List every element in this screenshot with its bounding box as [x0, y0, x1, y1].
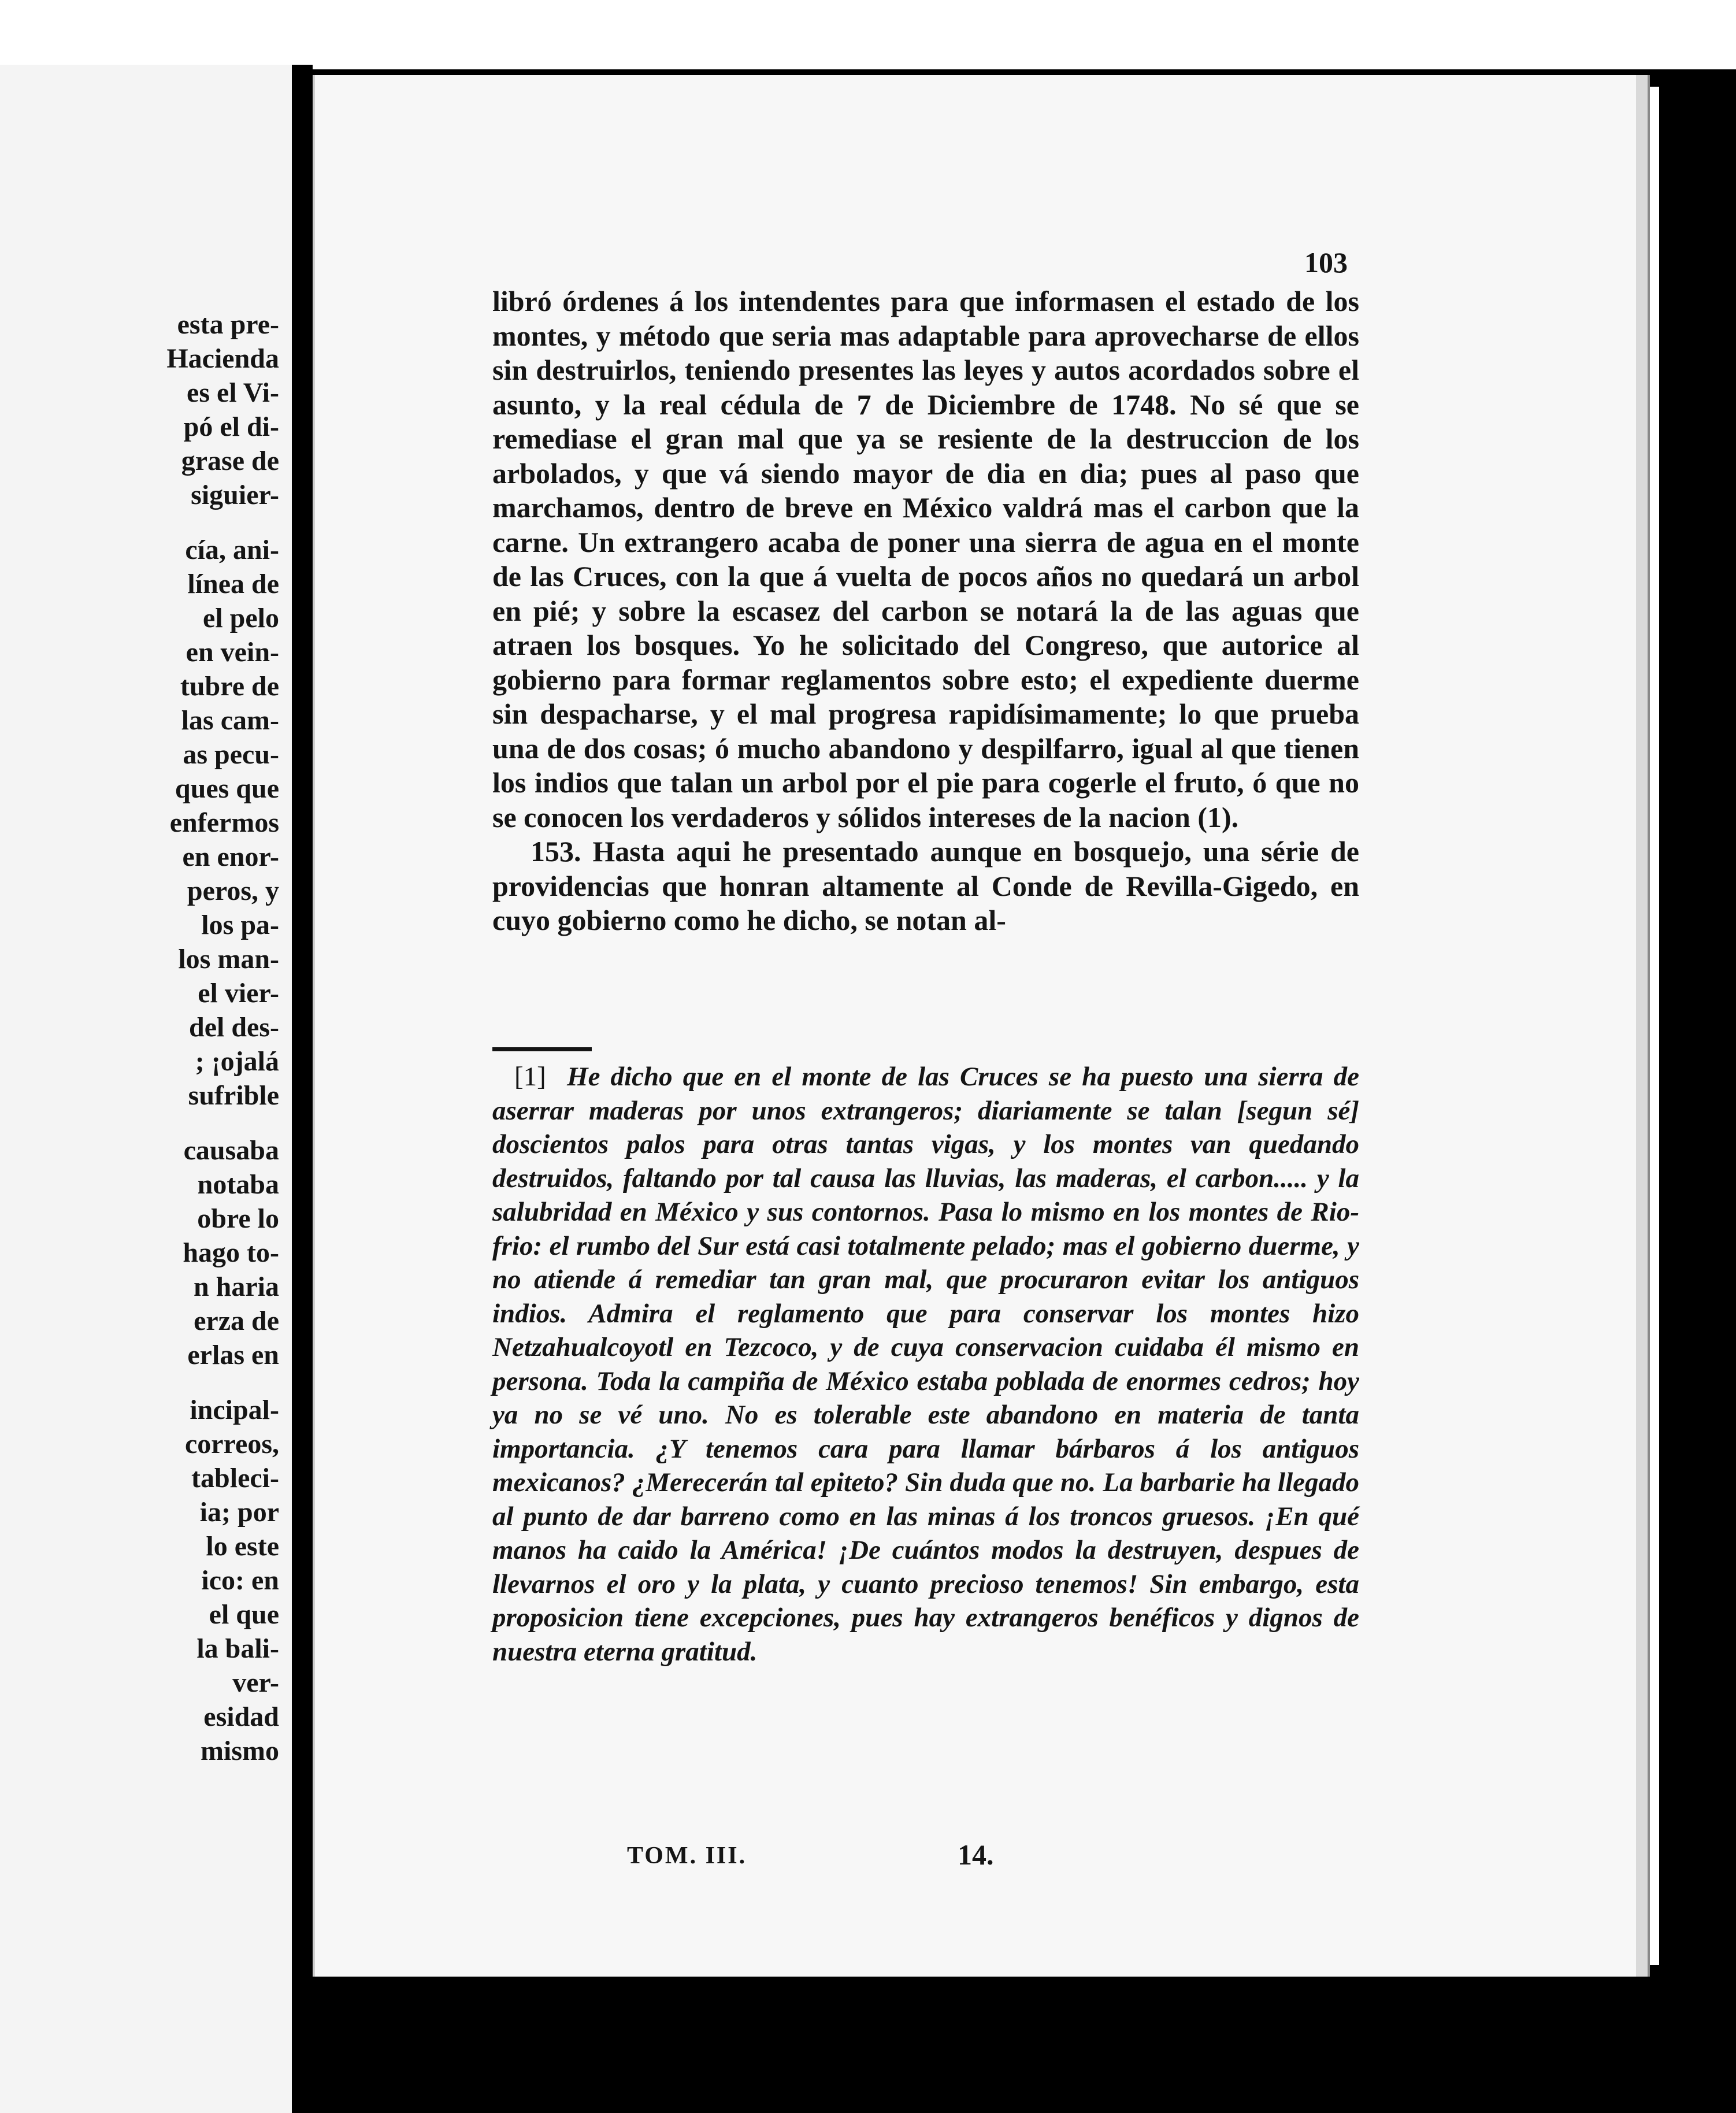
text-line: grase de	[181, 446, 279, 476]
footnote-text: He dicho que en el monte de las Cruces se ha puesto una sierra de aserrar maderas por unos extrangeros; diariamente se talan [segun sé] doscientos palos para otras tantas vigas, y los montes van quedando destruidos, faltando por tal causa las lluvias, las maderas, el carbon..... y la salubridad en México y sus contornos. Pasa lo mismo en los montes de Rio-frio: el rumbo del Sur está casi totalmente pelado; mas el gobierno duerme, y no atiende á remediar tan gran mal, que procuraron evitar los antiguos indios. Admira el reglamento que para conservar los montes hizo Netzahualcoyotl en Tezcoco, y de cuya conservacion cuidaba él mismo en persona. Toda la campiña de México estaba poblada de enormes cedros; hoy ya no se vé uno. No es tolerable este abandono en materia de tanta importancia. ¿Y tenemos cara para llamar bárbaros á los antiguos mexicanos? ¿Merecerán tal epiteto? Sin duda que no. La barbarie ha llegado al punto de dar barreno como en las minas á los troncos gruesos. ¡En qué manos ha caido la América! ¡De cuántos modos la destruyen, despues de llevarnos el oro y la plata, y cuanto precioso tenemos! Sin embargo, esta proposicion tiene excepciones, pues hay extrangeros benéficos y dignos de nuestra eterna gratitud.	[492, 1062, 1359, 1667]
text-line: lo este	[206, 1531, 279, 1562]
text-line: enfermos	[169, 807, 279, 838]
text-line: ; ¡ojalá	[195, 1046, 279, 1077]
text-line: el vier-	[198, 978, 279, 1009]
line-gap	[166, 1372, 279, 1393]
text-line: el pelo	[203, 603, 279, 633]
body-text	[492, 284, 1359, 938]
text-line: ques que	[175, 773, 279, 804]
text-line: tubre de	[180, 671, 279, 702]
page-gutter	[292, 65, 313, 2113]
text-line: hago to-	[183, 1237, 279, 1268]
text-line: mismo	[201, 1736, 279, 1766]
scan-top-margin	[0, 0, 1736, 69]
text-line: los man-	[178, 944, 279, 974]
text-line: pó el di-	[183, 412, 279, 442]
text-line: los pa-	[201, 910, 279, 940]
text-line: ico: en	[201, 1565, 279, 1596]
text-line: causaba	[183, 1135, 279, 1166]
line-gap	[166, 1113, 279, 1133]
text-line: obre lo	[197, 1203, 279, 1234]
text-line: esidad	[203, 1701, 279, 1732]
previous-page-text	[166, 307, 279, 1768]
text-line: las cam-	[181, 705, 279, 736]
text-line: correos,	[184, 1429, 279, 1459]
text-line: incipal-	[190, 1395, 279, 1425]
text-line: notaba	[197, 1169, 279, 1200]
text-line: sufrible	[188, 1080, 279, 1111]
page-number: 103	[1304, 246, 1348, 279]
text-line: erlas en	[187, 1340, 279, 1370]
text-line: en enor-	[182, 842, 279, 872]
previous-page-fragment	[0, 65, 292, 2113]
text-line: del des-	[189, 1012, 279, 1043]
footnote	[492, 1060, 1359, 1669]
text-line: cía, ani-	[185, 535, 279, 565]
text-line: Hacienda	[166, 343, 279, 374]
line-gap	[166, 512, 279, 533]
sheet-number: 14.	[958, 1838, 994, 1871]
text-line: línea de	[187, 569, 279, 599]
text-line: en vein-	[186, 637, 279, 668]
book-page	[313, 75, 1638, 1977]
text-line: esta pre-	[177, 309, 279, 340]
page-edge	[1636, 75, 1650, 1977]
paragraph: libró órdenes á los intendentes para que informasen el estado de los montes, y método que seria mas adaptable para aprovecharse de ellos sin destruirlos, teniendo presentes las leyes y autos acordados sobre el asunto, y la real cédula de 7 de Diciembre de 1748. No sé que se remediase el gran mal que ya se resiente de la destruccion de los arbolados, y que vá siendo mayor de dia en dia; pues al paso que marchamos, dentro de breve en México valdrá mas el carbon que la carne. Un extrangero acaba de poner una sierra de agua en el monte de las Cruces, con la que á vuelta de pocos años no quedará un arbol en pié; y sobre la escasez del carbon se notará la de las aguas que atraen los bosques. Yo he solicitado del Congreso, que autorice al gobierno para formar reglamentos sobre esto; el expediente duerme sin despacharse, y el mal progresa rapidísimamente; lo que prueba una de dos cosas; ó mucho abandono y despilfarro, igual al que tienen los indios que talan un arbol por el pie para cogerle el fruto, ó que no se conocen los verdaderos y sólidos intereses de la nacion (1).	[492, 285, 1359, 833]
footnote-divider	[492, 1047, 592, 1051]
volume-signature: TOM. III.	[627, 1843, 747, 1869]
text-line: peros, y	[187, 876, 279, 906]
text-line: es el Vi-	[187, 377, 279, 408]
paragraph: 153. Hasta aqui he presentado aunque en bosquejo, una série de providencias que honran altamente al Conde de Revilla-Gigedo, en cuyo gobierno como he dicho, se notan al-	[492, 835, 1359, 936]
text-line: el que	[209, 1599, 279, 1630]
text-line: siguier-	[191, 480, 279, 510]
text-line: ia; por	[199, 1497, 279, 1528]
text-line: la bali-	[196, 1633, 279, 1664]
text-line: erza de	[194, 1306, 279, 1336]
text-line: as pecu-	[183, 739, 279, 770]
text-line: ver-	[232, 1667, 279, 1698]
footnote-marker: [1]	[514, 1062, 546, 1092]
text-line: tableci-	[191, 1463, 279, 1493]
page-edge-highlight	[1650, 87, 1659, 1965]
text-line: n haria	[193, 1271, 279, 1302]
